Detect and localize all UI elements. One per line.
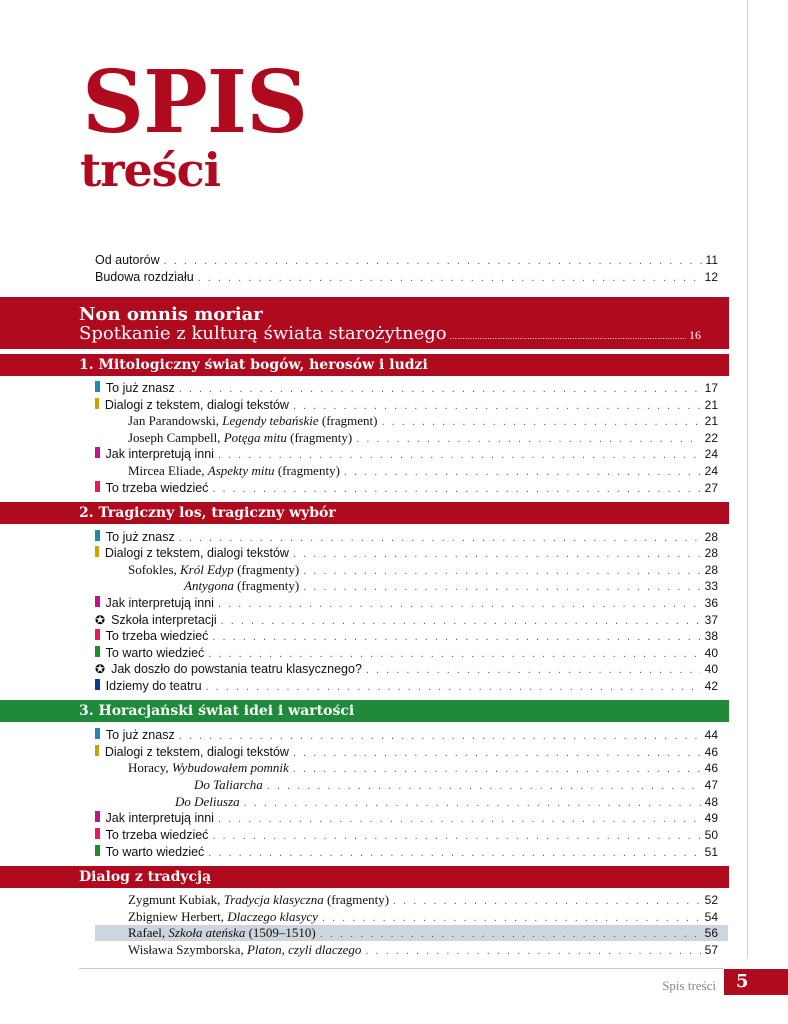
- section-marker-icon: [95, 646, 100, 657]
- page-subtitle: treści: [80, 143, 221, 197]
- section-marker-icon: [95, 745, 99, 756]
- toc-entry[interactable]: Horacy, Wybudowałem pomnik . . . 46: [128, 760, 718, 776]
- toc-entry[interactable]: Dialogi z tekstem, dialogi tekstów . . . 28: [95, 545, 718, 561]
- part-title: Non omnis moriar: [79, 304, 263, 325]
- toc-entry[interactable]: To trzeba wiedzieć . . . 50: [95, 827, 718, 843]
- section-marker-icon: [95, 728, 100, 739]
- toc-page: 12: [704, 270, 718, 284]
- page-number: 5: [724, 969, 788, 995]
- star-icon: ✪: [95, 662, 106, 676]
- page-title: SPIS: [82, 52, 308, 153]
- part-header[interactable]: [0, 297, 729, 349]
- toc-entry[interactable]: Antygona (fragmenty) . . . 33: [184, 578, 718, 594]
- section-marker-icon: [95, 530, 100, 541]
- toc-entry[interactable]: To trzeba wiedzieć . . . 27: [95, 480, 718, 496]
- chapter-header[interactable]: 1. Mitologiczny świat bogów, herosów i ludzi: [0, 354, 729, 376]
- toc-label: Od autorów: [95, 253, 160, 267]
- toc-entry[interactable]: Joseph Campbell, Potęga mitu (fragmenty) . . . 22: [128, 430, 718, 446]
- chapter-header[interactable]: Dialog z tradycją: [0, 866, 729, 888]
- toc-entry[interactable]: Do Taliarcha . . . 47: [194, 777, 718, 793]
- toc-entry[interactable]: Mircea Eliade, Aspekty mitu (fragmenty) . . . 24: [128, 463, 718, 479]
- toc-entry[interactable]: Zbigniew Herbert, Dlaczego klasycy . . . 54: [128, 909, 718, 925]
- toc-entry[interactable]: Sofokles, Król Edyp (fragmenty) . . . 28: [128, 562, 718, 578]
- toc-entry[interactable]: To już znasz . . . 28: [95, 529, 718, 545]
- section-marker-icon: [95, 828, 100, 839]
- toc-entry[interactable]: ✪ Szkoła interpretacji . . . 37: [95, 612, 718, 628]
- footer-label: Spis treści: [662, 978, 716, 993]
- toc-entry[interactable]: Rafael, Szkoła ateńska (1509–1510) . . . 56: [128, 925, 718, 941]
- section-marker-icon: [95, 679, 100, 690]
- part-subtitle-line: [79, 323, 701, 347]
- section-marker-icon: [95, 629, 100, 640]
- toc-entry[interactable]: Jak interpretują inni . . . 24: [95, 446, 718, 462]
- toc-entry[interactable]: To już znasz . . . 17: [95, 380, 718, 396]
- toc-entry[interactable]: Dialogi z tekstem, dialogi tekstów . . . 21: [95, 397, 718, 413]
- toc-entry[interactable]: To trzeba wiedzieć . . . 38: [95, 628, 718, 644]
- toc-entry[interactable]: To już znasz . . . 44: [95, 727, 718, 743]
- toc-entry[interactable]: To warto wiedzieć . . . 51: [95, 844, 718, 860]
- toc-entry[interactable]: Jak interpretują inni . . . 49: [95, 810, 718, 826]
- toc-entry[interactable]: [95, 269, 718, 285]
- toc-entry[interactable]: Do Deliusza . . . 48: [175, 794, 718, 810]
- footer-divider: [79, 968, 724, 969]
- page-margin-line: [747, 0, 748, 958]
- toc-entry[interactable]: Jan Parandowski, Legendy tebańskie (fragment) . . . 21: [128, 413, 718, 429]
- toc-entry[interactable]: ✪ Jak doszło do powstania teatru klasycznego? . . . 40: [95, 661, 718, 677]
- star-icon: ✪: [95, 613, 106, 627]
- section-marker-icon: [95, 845, 100, 856]
- toc-page: 11: [705, 253, 718, 267]
- toc-entry[interactable]: Jak interpretują inni . . . 36: [95, 595, 718, 611]
- section-marker-icon: [95, 447, 100, 458]
- toc-entry[interactable]: Wisława Szymborska, Platon, czyli dlaczego . . . 57: [128, 942, 718, 958]
- toc-entry[interactable]: Dialogi z tekstem, dialogi tekstów . . . 46: [95, 744, 718, 760]
- section-marker-icon: [95, 546, 99, 557]
- section-marker-icon: [95, 398, 99, 409]
- chapter-header[interactable]: 2. Tragiczny los, tragiczny wybór: [0, 502, 729, 524]
- toc-entry[interactable]: Zygmunt Kubiak, Tradycja klasyczna (fragmenty) . . . 52: [128, 892, 718, 908]
- toc-entry[interactable]: To warto wiedzieć . . . 40: [95, 645, 718, 661]
- section-marker-icon: [95, 596, 100, 607]
- toc-entry[interactable]: [95, 252, 718, 268]
- section-marker-icon: [95, 811, 100, 822]
- section-marker-icon: [95, 381, 100, 392]
- toc-label: Budowa rozdziału: [95, 270, 194, 284]
- chapter-header[interactable]: 3. Horacjański świat idei i wartości: [0, 700, 729, 722]
- section-marker-icon: [95, 481, 100, 492]
- toc-entry[interactable]: Idziemy do teatru . . . 42: [95, 678, 718, 694]
- part-subtitle: Spotkanie z kulturą świata starożytnego: [79, 323, 447, 344]
- part-page: 16: [689, 328, 701, 342]
